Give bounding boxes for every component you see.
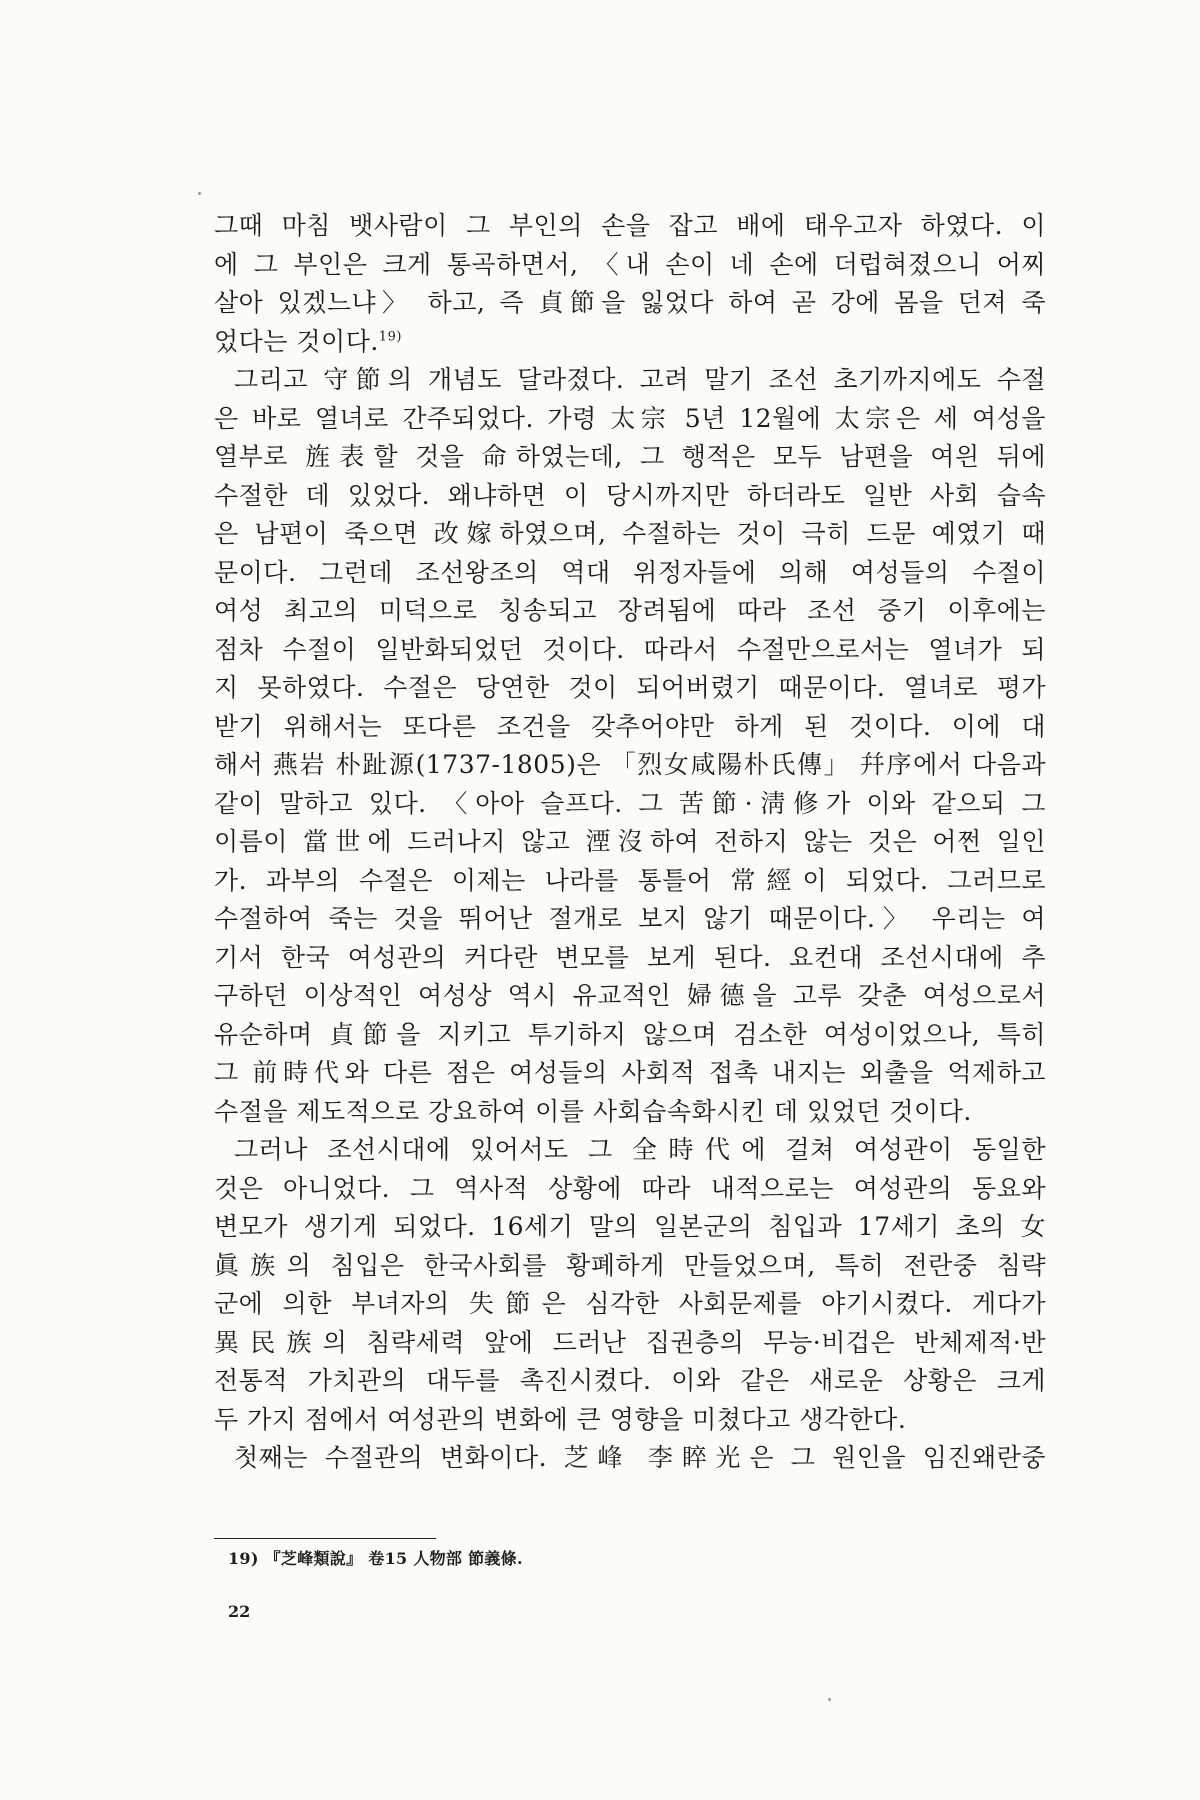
text-line: 구하던 이상적인 여성상 역시 유교적인 婦德을 고루 갖춘 여성으로서	[214, 981, 1046, 1010]
body-text	[214, 207, 1046, 1478]
text-line: 열부로 旌表할 것을 命하였는데, 그 행적은 모두 남편을 여읜 뒤에	[214, 442, 1046, 471]
text-line: 유순하며 貞節을 지키고 투기하지 않으며 검소한 여성이었으나, 특히	[214, 1019, 1046, 1049]
paragraph-start-line: 그리고 守節의 개념도 달라졌다. 고려 말기 조선 초기까지에도 수절	[234, 365, 1046, 394]
text-line: 수절한 데 있었다. 왜냐하면 이 당시까지만 하더라도 일반 사회 습속	[214, 480, 1046, 510]
text-line: 것은 아니었다. 그 역사적 상황에 따라 내적으로는 여성관의 동요와	[214, 1173, 1046, 1203]
text-line-content: 었다는 것이다.	[214, 326, 379, 356]
paragraph-start-line: 첫째는 수절관의 변화이다. 芝峰 李睟光은 그 원인을 임진왜란중	[234, 1443, 1046, 1472]
text-line: 군에 의한 부녀자의 失節은 심각한 사회문제를 야기시켰다. 게다가	[214, 1289, 1046, 1318]
text-line: 異民族의 침략세력 앞에 드러난 집권층의 무능·비겁은 반체제적·반	[214, 1327, 1046, 1357]
text-line: 가. 과부의 수절은 이제는 나라를 통틀어 常經이 되었다. 그러므로	[214, 865, 1046, 895]
text-line: 전통적 가치관의 대두를 촉진시켰다. 이와 같은 새로운 상황은 크게	[214, 1366, 1046, 1395]
text-line: 두 가지 점에서 여성관의 변화에 큰 영향을 미쳤다고 생각한다.	[214, 1404, 907, 1434]
text-line: 그때 마침 뱃사람이 그 부인의 손을 잡고 배에 태우고자 하였다. 이	[214, 211, 1046, 240]
book-page	[214, 0, 1046, 1800]
text-line: 은 남편이 죽으면 改嫁하였으며, 수절하는 것이 극히 드문 예였기 때	[214, 519, 1046, 548]
text-line: 점차 수절이 일반화되었던 것이다. 따라서 수절만으로서는 열녀가 되	[214, 634, 1046, 664]
text-line	[214, 323, 1046, 362]
text-line: 살아 있겠느냐〉 하고, 즉 貞節을 잃었다 하여 곧 강에 몸을 던져 죽	[214, 288, 1046, 317]
text-line: 같이 말하고 있다. 〈아아 슬프다. 그 苦節·淸修가 이와 같으되 그	[214, 788, 1046, 818]
footnote: 19) 『芝峰類說』 卷15 人物部 節義條.	[228, 1549, 523, 1568]
text-line: 眞族의 침입은 한국사회를 황폐하게 만들었으며, 특히 전란중 침략	[214, 1250, 1046, 1280]
text-line: 은 바로 열녀로 간주되었다. 가령 太宗 5년 12월에 太宗은 세 여성을	[214, 403, 1046, 433]
paper-speck	[828, 1698, 831, 1701]
text-line: 수절을 제도적으로 강요하여 이를 사회습속화시킨 데 있었던 것이다.	[214, 1096, 972, 1126]
paragraph-start-line: 그러나 조선시대에 있어서도 그 全時代에 걸쳐 여성관이 동일한	[234, 1135, 1046, 1164]
text-line: 수절하여 죽는 것을 뛰어난 절개로 보지 않기 때문이다.〉 우리는 여	[214, 904, 1046, 933]
text-line: 여성 최고의 미덕으로 칭송되고 장려됨에 따라 조선 중기 이후에는	[214, 596, 1046, 625]
text-line: 에 그 부인은 크게 통곡하면서, 〈내 손이 네 손에 더럽혀졌으니 어찌	[214, 249, 1046, 279]
text-line: 문이다. 그런데 조선왕조의 역대 위정자들에 의해 여성들의 수절이	[214, 557, 1046, 587]
text-line: 이름이 當世에 드러나지 않고 湮沒하여 전하지 않는 것은 어쩐 일인	[214, 827, 1046, 856]
text-line: 변모가 생기게 되었다. 16세기 말의 일본군의 침입과 17세기 초의 女	[214, 1212, 1046, 1241]
text-line: 받기 위해서는 또다른 조건을 갖추어야만 하게 된 것이다. 이에 대	[214, 711, 1046, 741]
footnote-marker: 19)	[378, 329, 402, 345]
text-line: 지 못하였다. 수절은 당연한 것이 되어버렸기 때문이다. 열녀로 평가	[214, 673, 1046, 702]
text-line: 기서 한국 여성관의 커다란 변모를 보게 된다. 요컨대 조선시대에 추	[214, 942, 1046, 972]
text-line: 그 前時代와 다른 점은 여성들의 사회적 접촉 내지는 외출을 억제하고	[214, 1058, 1046, 1087]
text-line: 해서 燕岩 朴趾源(1737-1805)은 「烈女咸陽朴氏傳」 幷序에서 다음과	[214, 750, 1046, 779]
page-number: 22	[228, 1602, 251, 1621]
paper-speck	[198, 192, 201, 195]
footnote-divider	[214, 1538, 436, 1539]
